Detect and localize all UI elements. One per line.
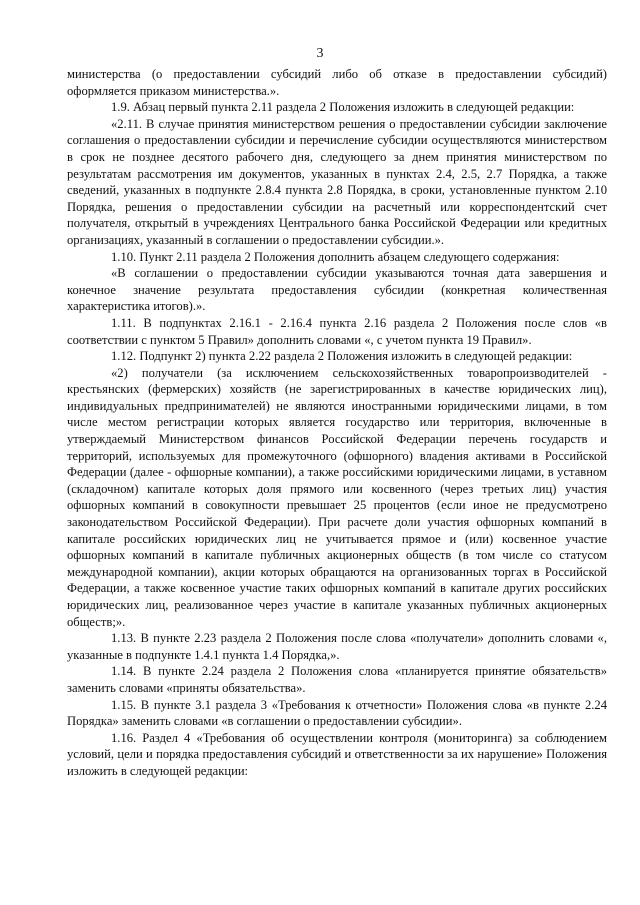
paragraph-quote-recipients: «2) получатели (за исключением сельскохозяйственных товаропроизводителей - крестьянских (фермерских) хозяйств (не зарегистрированных в качестве юридических лиц), индивидуальных предпринимателей) не являются иностранными юридическими лицами, в том числе местом регистрации которых является государство или территория, включенные в утверждаемый Министерством финансов Российской Федерации перечень государств и территорий, используемых для промежуточного (офшорного) владения активами в Российской Федерации (далее - офшорные компании), а также российскими юридическими лицами, в уставном (складочном) капитале которых доля прямого или косвенного (через третьих лиц) участия офшорных компаний в совокупности превышает 25 процентов (если иное не предусмотрено законодательством Российской Федерации). При расчете доли участия офшорных компаний в капитале российских юридических лиц не учитывается прямое и (или) косвенное участие офшорных компаний в капитале публичных акционерных обществ (в том числе со статусом международной компании), акции которых обращаются на организованных торгах в Российской Федерации, а также косвенное участие таких офшорных компаний в капитале других российских юридических лиц, реализованное через участие в капитале указанных публичных акционерных обществ;». — [67, 365, 607, 629]
paragraph-item-1-12: 1.12. Подпункт 2) пункта 2.22 раздела 2 Положения изложить в следующей редакции: — [111, 349, 573, 364]
paragraph-item-1-15: 1.15. В пункте 3.1 раздела 3 «Требования к отчетности» Положения слова «в пункте 2.24 Порядка» заменить словами «в соглашении о предоставлении субсидии». — [67, 697, 607, 729]
paragraph-item-1-16: 1.16. Раздел 4 «Требования об осуществлении контроля (мониторинга) за соблюдением условий, цели и порядка предоставления субсидий и ответственности за их нарушение» Положения изложить в следующей редакции: — [67, 730, 607, 778]
page-number: 3 — [316, 46, 324, 61]
document-body — [67, 66, 607, 780]
paragraph-continuation: министерства (о предоставлении субсидий либо об отказе в предоставлении субсидий) оформляется приказом министерства.». — [67, 67, 607, 98]
paragraph-item-1-10: 1.10. Пункт 2.11 раздела 2 Положения дополнить абзацем следующего содержания: — [111, 249, 560, 264]
paragraph-quote-2-11: «2.11. В случае принятия министерством решения о предоставлении субсидии заключение соглашения о предоставлении субсидии и перечисление субсидии осуществляются министерством в срок не позднее десятого рабочего дня, следующего за днем принятия министерством по результатам рассмотрения им документов, указанных в пунктах 2.4, 2.5, 2.7 Порядка, а также сведений, указанных в подпункте 2.8.4 пункта 2.8 Порядка, в сроки, установленные пунктом 2.10 Порядка, решения о предоставлении субсидии на расчетный или корреспондентский счет получателя, открытый в учреждениях Центрального банка Российской Федерации или кредитных организациях, указанный в соглашении о предоставлении субсидии.». — [67, 116, 607, 247]
paragraph-item-1-14: 1.14. В пункте 2.24 раздела 2 Положения слова «планируется принятие обязательств» заменить словами «приняты обязательства». — [67, 664, 607, 695]
paragraph-quote-agreement: «В соглашении о предоставлении субсидии указываются точная дата завершения и конечное значение результата предоставления субсидии (конкретная количественная характеристика итогов).». — [67, 266, 607, 314]
paragraph-item-1-9: 1.9. Абзац первый пункта 2.11 раздела 2 Положения изложить в следующей редакции: — [111, 100, 575, 115]
paragraph-item-1-13: 1.13. В пункте 2.23 раздела 2 Положения после слова «получатели» дополнить словами «, указанные в подпункте 1.4.1 пункта 1.4 Порядка,». — [67, 631, 607, 662]
paragraph-item-1-11: 1.11. В подпунктах 2.16.1 - 2.16.4 пункта 2.16 раздела 2 Положения после слов «в соответствии с пунктом 5 Правил» дополнить словами «, с учетом пункта 19 Правил». — [67, 315, 607, 347]
